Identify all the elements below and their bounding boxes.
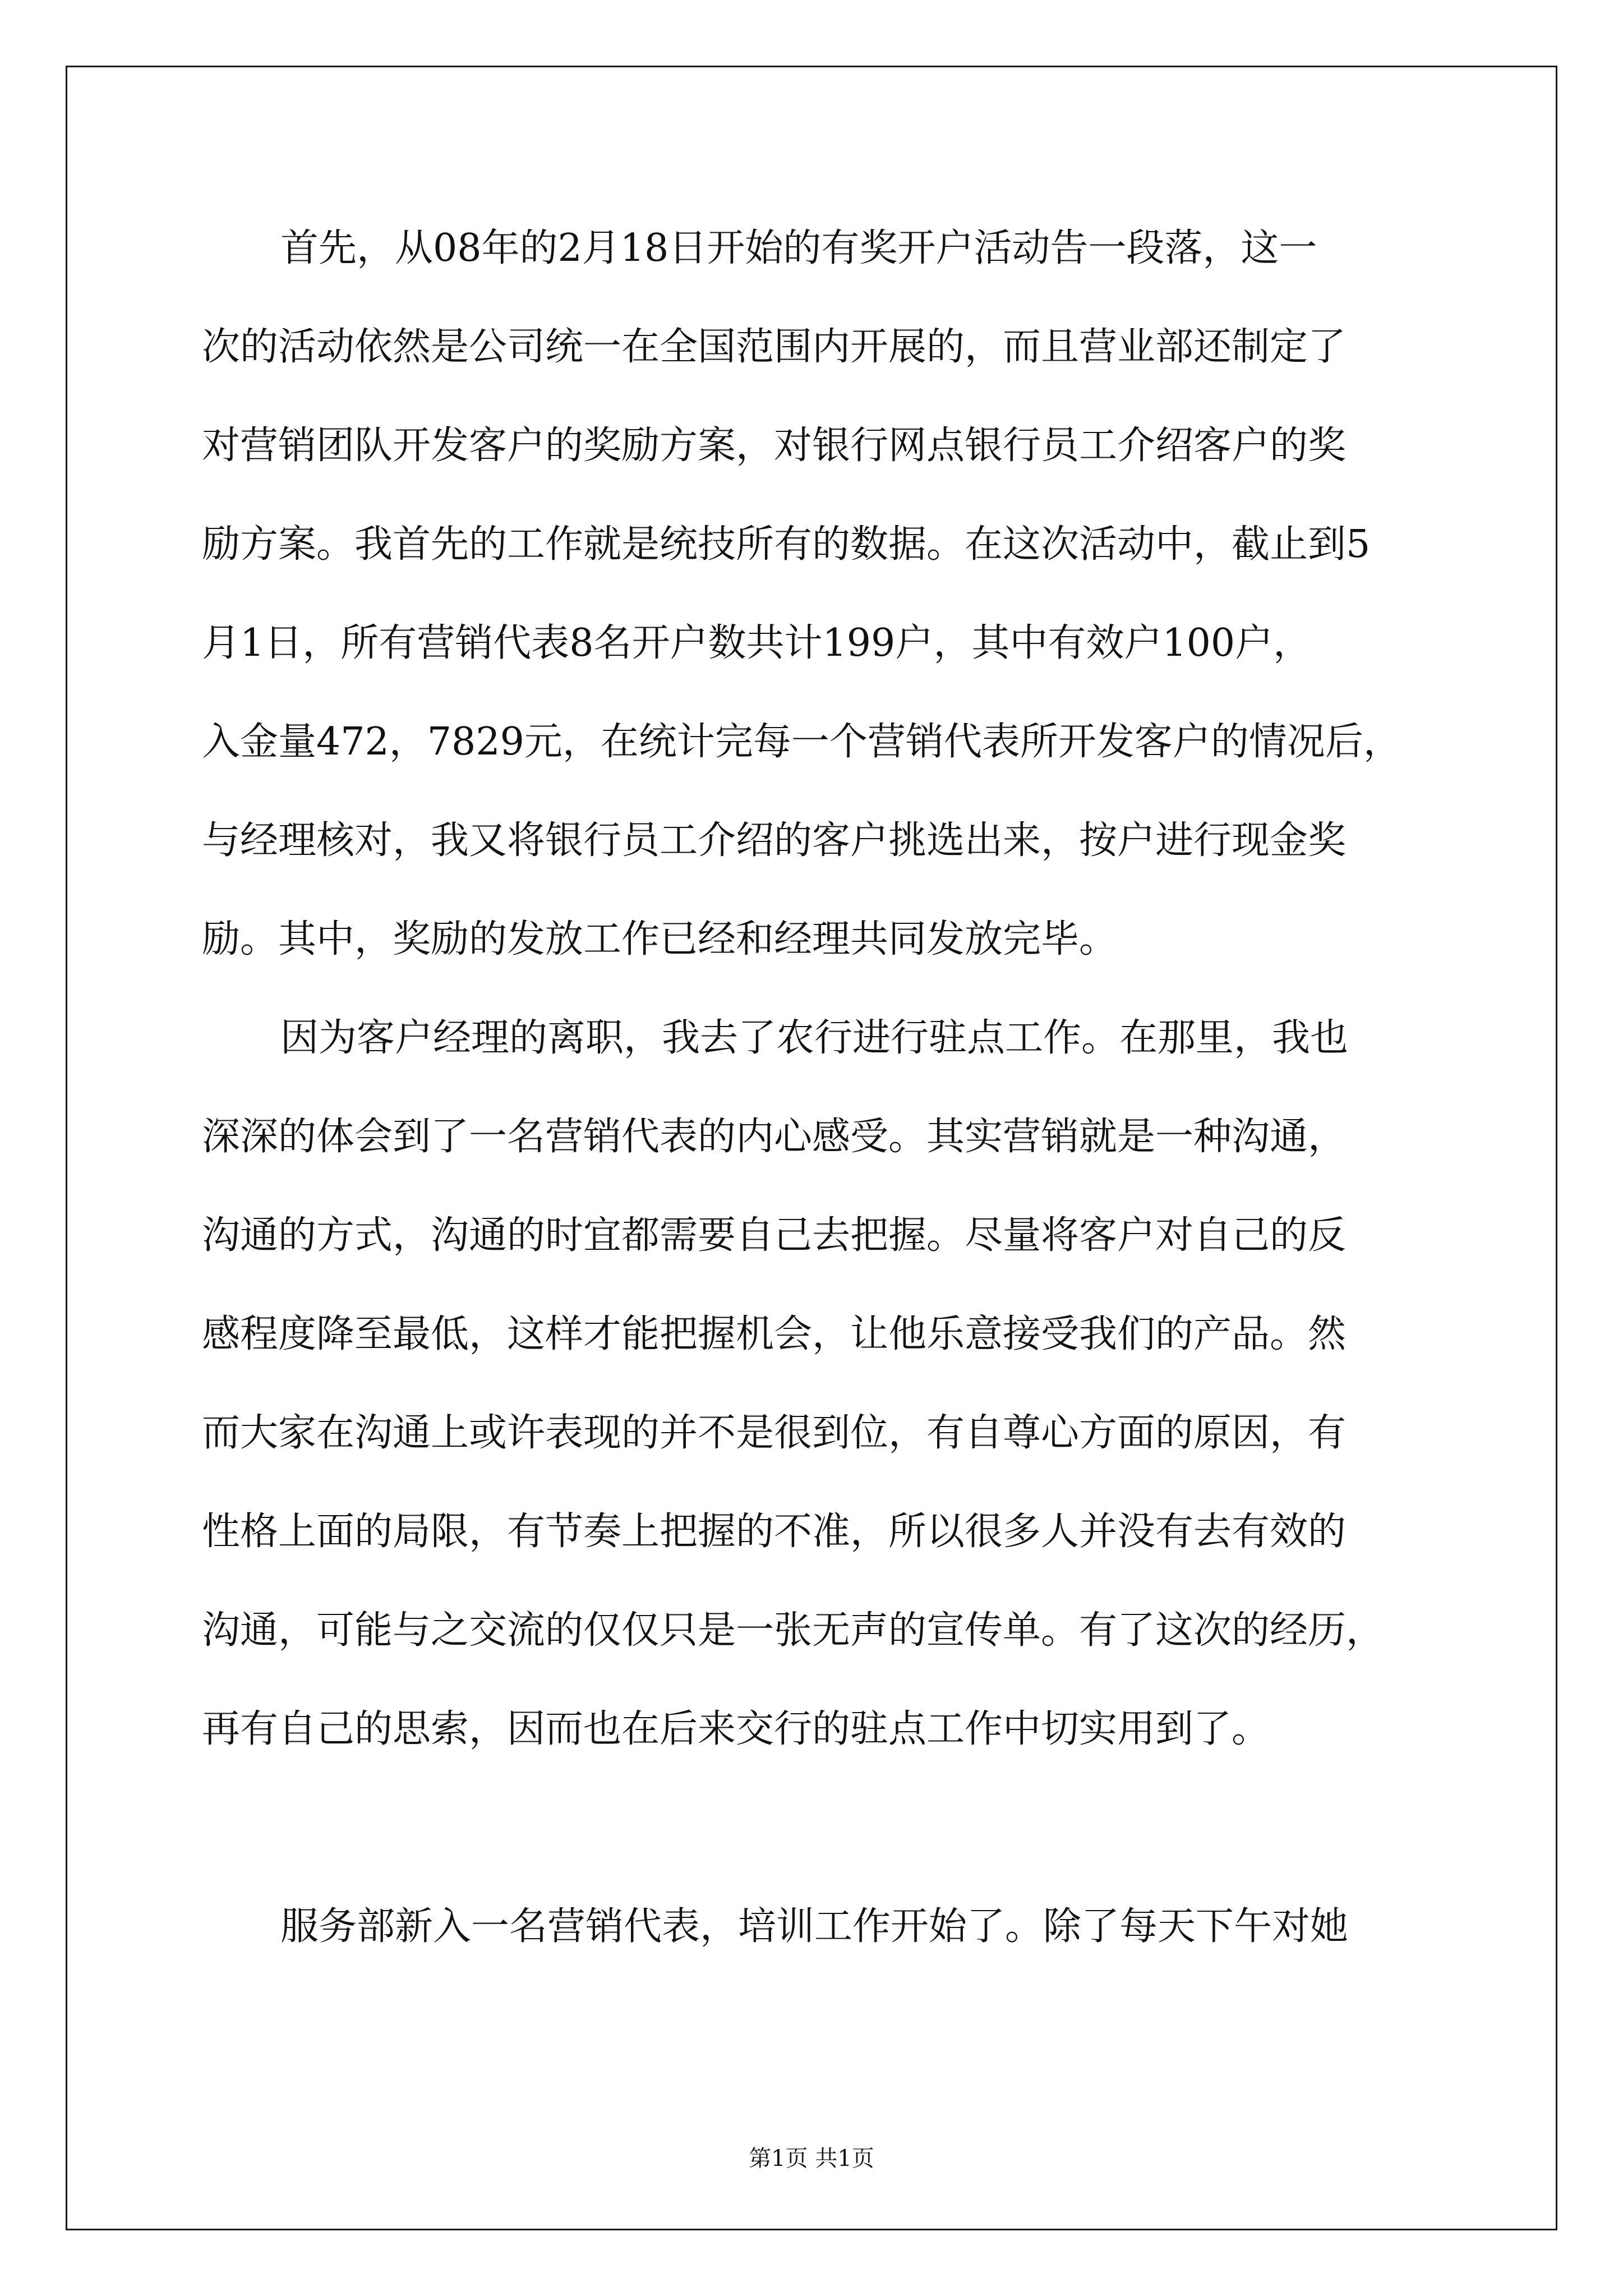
page-footer: 第1页 共1页 bbox=[749, 2146, 874, 2171]
text-line-5: 月1日，所有营销代表8名开户数共计199户，其中有效户100户， bbox=[202, 621, 1312, 665]
text-line-6: 入金量472，7829元，在统计完每一个营销代表所开发客户的情况后， bbox=[202, 720, 1401, 764]
text-line-11: 沟通的方式，沟通的时宜都需要自己去把握。尽量将客户对自己的反 bbox=[202, 1213, 1347, 1258]
text-line-12: 感程度降至最低，这样才能把握机会，让他乐意接受我们的产品。然 bbox=[202, 1312, 1347, 1356]
text-line-7: 与经理核对，我又将银行员工介绍的客户挑选出来，按户进行现金奖 bbox=[202, 818, 1347, 863]
text-line-15: 沟通，可能与之交流的仅仅只是一张无声的宣传单。有了这次的经历， bbox=[202, 1608, 1385, 1653]
text-line-13: 而大家在沟通上或许表现的并不是很到位，有自尊心方面的原因，有 bbox=[202, 1411, 1347, 1455]
text-line-8: 励。其中，奖励的发放工作已经和经理共同发放完毕。 bbox=[202, 917, 1118, 961]
text-line-9: 因为客户经理的离职，我去了农行进行驻点工作。在那里，我也 bbox=[280, 1016, 1349, 1060]
text-line-1: 首先，从08年的2月18日开始的有奖开户活动告一段落，这一 bbox=[280, 226, 1317, 270]
text-line-17: 服务部新入一名营销代表，培训工作开始了。除了每天下午对她 bbox=[280, 1904, 1349, 1949]
text-line-2: 次的活动依然是公司统一在全国范围内开展的，而且营业部还制定了 bbox=[202, 325, 1347, 369]
text-line-16: 再有自己的思索，因而也在后来交行的驻点工作中切实用到了。 bbox=[202, 1707, 1270, 1751]
text-line-10: 深深的体会到了一名营销代表的内心感受。其实营销就是一种沟通， bbox=[202, 1115, 1347, 1159]
text-line-3: 对营销团队开发客户的奖励方案，对银行网点银行员工介绍客户的奖 bbox=[202, 424, 1347, 468]
text-line-14: 性格上面的局限，有节奏上把握的不准，所以很多人并没有去有效的 bbox=[202, 1510, 1347, 1554]
text-line-4: 励方案。我首先的工作就是统技所有的数据。在这次活动中，截止到5 bbox=[202, 522, 1371, 567]
